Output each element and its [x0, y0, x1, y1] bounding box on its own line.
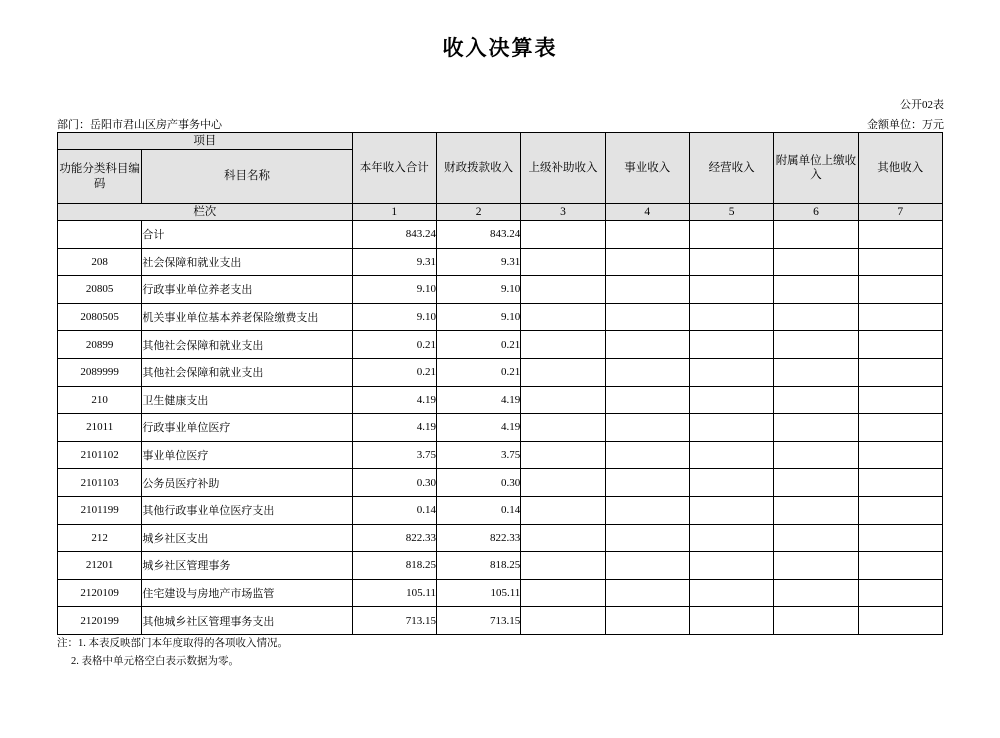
cell-value-2: 0.21: [436, 358, 520, 386]
cell-code: 2080505: [58, 303, 142, 331]
cell-code: 2120109: [58, 579, 142, 607]
cell-value-4: [605, 386, 689, 414]
cell-value-5: [689, 386, 773, 414]
cell-value-7: [858, 331, 942, 359]
table-row: [58, 552, 943, 580]
table-row: [58, 303, 943, 331]
cell-value-2: 0.30: [436, 469, 520, 497]
amount-unit-label: 金额单位：万元: [867, 119, 944, 131]
table-header-group-row: [58, 133, 943, 150]
cell-value-3: [521, 441, 605, 469]
cell-name: 合计: [142, 221, 352, 249]
cell-value-5: [689, 552, 773, 580]
table-row: [58, 414, 943, 442]
cell-code: 2101102: [58, 441, 142, 469]
cell-value-3: [521, 386, 605, 414]
cell-code: 2101199: [58, 496, 142, 524]
cell-code: 208: [58, 248, 142, 276]
cell-value-2: 713.15: [436, 607, 520, 635]
cell-code: 20805: [58, 276, 142, 304]
cell-code: 21201: [58, 552, 142, 580]
cell-value-7: [858, 248, 942, 276]
cell-value-2: 9.10: [436, 276, 520, 304]
cell-value-5: [689, 221, 773, 249]
document-page: [0, 32, 1000, 738]
col-header-1: 财政拨款收入: [436, 133, 520, 204]
page-title: 收入决算表: [442, 36, 558, 60]
cell-code: 210: [58, 386, 142, 414]
cell-name: 机关事业单位基本养老保险缴费支出: [142, 303, 352, 331]
cell-value-5: [689, 303, 773, 331]
table-row: [58, 441, 943, 469]
cell-value-7: [858, 552, 942, 580]
cell-name: 行政事业单位养老支出: [142, 276, 352, 304]
col-header-4: 经营收入: [689, 133, 773, 204]
cell-value-4: [605, 248, 689, 276]
cell-value-4: [605, 607, 689, 635]
cell-value-7: [858, 303, 942, 331]
cell-value-2: 0.14: [436, 496, 520, 524]
cell-value-7: [858, 414, 942, 442]
cell-value-5: [689, 276, 773, 304]
note-line-1: 注：1. 本表反映部门本年度取得的各项收入情况。: [57, 638, 288, 649]
cell-value-7: [858, 221, 942, 249]
table-row: [58, 358, 943, 386]
cell-value-2: 105.11: [436, 579, 520, 607]
cell-value-3: [521, 607, 605, 635]
table-lanci-row: [58, 204, 943, 221]
cell-value-2: 4.19: [436, 386, 520, 414]
cell-value-4: [605, 221, 689, 249]
cell-value-2: 818.25: [436, 552, 520, 580]
cell-value-1: 843.24: [352, 221, 436, 249]
cell-value-7: [858, 276, 942, 304]
cell-name: 住宅建设与房地产市场监管: [142, 579, 352, 607]
cell-value-4: [605, 552, 689, 580]
table-notes: [57, 635, 288, 672]
lanci-number-2: 2: [436, 204, 520, 221]
cell-value-4: [605, 496, 689, 524]
cell-value-3: [521, 524, 605, 552]
cell-value-7: [858, 524, 942, 552]
cell-value-1: 105.11: [352, 579, 436, 607]
cell-value-5: [689, 414, 773, 442]
cell-name: 其他社会保障和就业支出: [142, 358, 352, 386]
lanci-number-7: 7: [858, 204, 942, 221]
cell-value-6: [774, 607, 858, 635]
table-row: [58, 276, 943, 304]
cell-value-2: 0.21: [436, 331, 520, 359]
cell-code: 2120199: [58, 607, 142, 635]
cell-value-5: [689, 607, 773, 635]
cell-value-3: [521, 276, 605, 304]
cell-value-5: [689, 358, 773, 386]
cell-name: 其他城乡社区管理事务支出: [142, 607, 352, 635]
cell-value-6: [774, 414, 858, 442]
cell-value-3: [521, 303, 605, 331]
cell-value-7: [858, 496, 942, 524]
cell-value-6: [774, 469, 858, 497]
col-header-0: 本年收入合计: [352, 133, 436, 204]
table-row: [58, 579, 943, 607]
cell-name: 行政事业单位医疗: [142, 414, 352, 442]
cell-value-6: [774, 386, 858, 414]
cell-value-3: [521, 248, 605, 276]
col-header-6: 其他收入: [858, 133, 942, 204]
cell-name: 社会保障和就业支出: [142, 248, 352, 276]
cell-name: 事业单位医疗: [142, 441, 352, 469]
cell-value-1: 822.33: [352, 524, 436, 552]
cell-value-1: 4.19: [352, 386, 436, 414]
form-number: 公开02表: [900, 99, 944, 111]
cell-value-6: [774, 496, 858, 524]
cell-name: 其他社会保障和就业支出: [142, 331, 352, 359]
cell-value-1: 9.10: [352, 303, 436, 331]
cell-value-1: 0.21: [352, 331, 436, 359]
table-row: [58, 386, 943, 414]
cell-value-4: [605, 303, 689, 331]
col-header-code: 功能分类科目编码: [58, 150, 142, 204]
cell-value-4: [605, 469, 689, 497]
cell-value-6: [774, 579, 858, 607]
cell-value-6: [774, 221, 858, 249]
table-row: [58, 607, 943, 635]
cell-value-5: [689, 496, 773, 524]
cell-value-4: [605, 331, 689, 359]
cell-value-1: 0.30: [352, 469, 436, 497]
cell-value-5: [689, 248, 773, 276]
cell-value-1: 0.14: [352, 496, 436, 524]
cell-value-6: [774, 441, 858, 469]
col-header-3: 事业收入: [605, 133, 689, 204]
cell-value-1: 3.75: [352, 441, 436, 469]
cell-value-4: [605, 524, 689, 552]
table-body: [58, 221, 943, 635]
cell-value-2: 4.19: [436, 414, 520, 442]
lanci-number-4: 4: [605, 204, 689, 221]
cell-value-2: 822.33: [436, 524, 520, 552]
col-header-2: 上级补助收入: [521, 133, 605, 204]
cell-value-7: [858, 441, 942, 469]
cell-value-2: 843.24: [436, 221, 520, 249]
table-row: [58, 221, 943, 249]
table-row: [58, 524, 943, 552]
cell-value-1: 818.25: [352, 552, 436, 580]
table-row: [58, 496, 943, 524]
cell-value-3: [521, 414, 605, 442]
cell-name: 卫生健康支出: [142, 386, 352, 414]
table-row: [58, 248, 943, 276]
cell-value-3: [521, 579, 605, 607]
table-row: [58, 331, 943, 359]
lanci-label: 栏次: [58, 204, 353, 221]
cell-value-6: [774, 552, 858, 580]
col-header-5: 附属单位上缴收入: [774, 133, 858, 204]
cell-value-3: [521, 496, 605, 524]
cell-value-7: [858, 469, 942, 497]
income-final-accounts-table: [57, 132, 943, 635]
cell-value-5: [689, 579, 773, 607]
cell-value-4: [605, 276, 689, 304]
lanci-number-6: 6: [774, 204, 858, 221]
lanci-number-5: 5: [689, 204, 773, 221]
lanci-number-1: 1: [352, 204, 436, 221]
group-header-project: 项目: [58, 133, 353, 150]
cell-value-6: [774, 248, 858, 276]
cell-value-5: [689, 524, 773, 552]
cell-value-3: [521, 331, 605, 359]
cell-value-7: [858, 579, 942, 607]
table-row: [58, 469, 943, 497]
cell-value-6: [774, 358, 858, 386]
cell-value-7: [858, 607, 942, 635]
cell-name: 其他行政事业单位医疗支出: [142, 496, 352, 524]
cell-name: 城乡社区支出: [142, 524, 352, 552]
cell-name: 公务员医疗补助: [142, 469, 352, 497]
cell-value-1: 9.10: [352, 276, 436, 304]
cell-value-1: 4.19: [352, 414, 436, 442]
cell-value-3: [521, 221, 605, 249]
cell-value-4: [605, 441, 689, 469]
cell-value-2: 9.10: [436, 303, 520, 331]
cell-value-4: [605, 414, 689, 442]
cell-value-3: [521, 552, 605, 580]
lanci-number-3: 3: [521, 204, 605, 221]
cell-value-6: [774, 524, 858, 552]
cell-value-1: 713.15: [352, 607, 436, 635]
cell-value-6: [774, 276, 858, 304]
cell-value-1: 0.21: [352, 358, 436, 386]
cell-value-7: [858, 386, 942, 414]
cell-code: 21011: [58, 414, 142, 442]
department-label: 部门：岳阳市君山区房产事务中心: [57, 119, 222, 131]
cell-value-3: [521, 469, 605, 497]
cell-code: 2101103: [58, 469, 142, 497]
cell-value-4: [605, 358, 689, 386]
cell-value-7: [858, 358, 942, 386]
cell-name: 城乡社区管理事务: [142, 552, 352, 580]
cell-value-5: [689, 331, 773, 359]
col-header-name: 科目名称: [142, 150, 352, 204]
cell-value-6: [774, 331, 858, 359]
cell-code: 20899: [58, 331, 142, 359]
cell-value-5: [689, 441, 773, 469]
cell-value-1: 9.31: [352, 248, 436, 276]
note-line-2: 2. 表格中单元格空白表示数据为零。: [71, 656, 239, 668]
cell-value-2: 3.75: [436, 441, 520, 469]
cell-code: 212: [58, 524, 142, 552]
cell-value-6: [774, 303, 858, 331]
cell-code: 2089999: [58, 358, 142, 386]
cell-value-5: [689, 469, 773, 497]
cell-value-4: [605, 579, 689, 607]
cell-value-3: [521, 358, 605, 386]
cell-code: [58, 221, 142, 249]
cell-value-2: 9.31: [436, 248, 520, 276]
